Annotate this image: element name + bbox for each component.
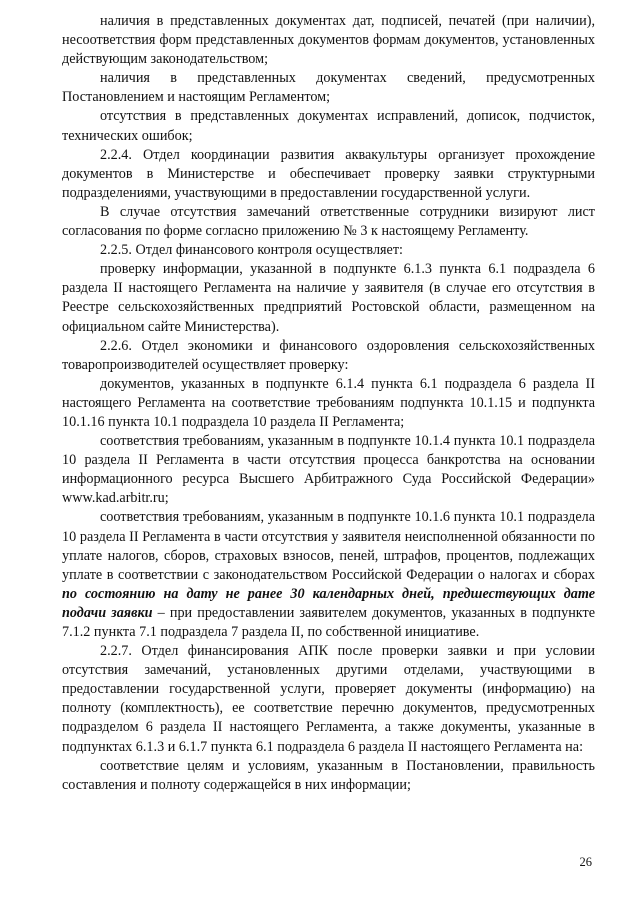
paragraph: наличия в представленных документах дат, подписей, печатей (при наличии), несоответствия форм представленных документов формам документов, установленных действующим законодательством; [62,13,595,68]
paragraph: проверку информации, указанной в подпункте 6.1.3 пункта 6.1 подраздела 6 раздела II настоящего Регламента на наличие у заявителя (в случае его отсутствия в Реестре сельскохозяйственных предприятий Ростовской области, размещенном на официальном сайте Министерства). [62,261,595,335]
section-2-2-7: 2.2.7. Отдел финансирования АПК после проверки заявки и при условии отсутствия замечаний, установленных другими отделами, участвующими в предоставлении государственной услуги, проверяет документы (информацию) на полноту (комплектность), ее соответствие перечню документов, предусмотренных подразделом 6 раздела II настоящего Регламента, а также документы, указанные в подпунктах 6.1.3 и 6.1.7 пункта 6.1 подраздела 6 раздела II настоящего Регламента на: [62,643,595,755]
text-run: – при предоставлении заявителем документов, указанных в подпункте 7.1.2 пункта 7.1 подраздела 7 раздела II, по собственной инициативе. [62,604,595,640]
paragraph: соответствие целям и условиям, указанным в Постановлении, правильность составления и полноту содержащейся в них информации; [62,757,595,793]
paragraph: наличия в представленных документах сведений, предусмотренных Постановлением и настоящим Регламентом; [62,70,595,106]
page-number: 26 [579,855,592,869]
emphasized-text: по состоянию на дату не ранее 30 календарных дней, предшествующих дате подачи заявки [62,585,595,621]
paragraph: соответствия требованиям, указанным в подпункте 10.1.4 пункта 10.1 подраздела 10 раздела II Регламента в части отсутствия процесса банкротства на основании информационного ресурса Высшего Арбитражного Суда Российской Федерации» www.kad.arbitr.ru; [62,433,595,507]
document-body [62,12,595,795]
section-2-2-5: 2.2.5. Отдел финансового контроля осуществляет: [100,242,403,259]
paragraph: документов, указанных в подпункте 6.1.4 пункта 6.1 подраздела 6 раздела II настоящего Регламента на соответствие требованиям подпункта 10.1.15 и подпункта 10.1.16 пункта 10.1 подраздела 10 раздела II Регламента; [62,375,595,430]
paragraph: отсутствия в представленных документах исправлений, дописок, подчисток, технических ошибок; [62,108,595,144]
paragraph: В случае отсутствия замечаний ответственные сотрудники визируют лист согласования по форме согласно приложению № 3 к настоящему Регламенту. [62,203,595,240]
section-2-2-4: 2.2.4. Отдел координации развития аквакультуры организует прохождение документов в Министерстве и обеспечивает проверку заявки структурными подразделениями, участвующими в предоставлении государственной услуги. [62,146,595,201]
text-run: соответствия требованиям, указанным в подпункте 10.1.6 пункта 10.1 подраздела 10 раздела II Регламента в части отсутствия у заявителя неисполненной обязанности по уплате налогов, сборов, страховых взносов, пеней, штрафов, процентов, подлежащих уплате в соответствии с законодательством Российской Федерации о налогах и сборах [62,509,595,583]
paragraph-with-emphasis [62,508,595,642]
section-2-2-6: 2.2.6. Отдел экономики и финансового оздоровления сельскохозяйственных товаропроизводителей осуществляет проверку: [62,337,595,373]
